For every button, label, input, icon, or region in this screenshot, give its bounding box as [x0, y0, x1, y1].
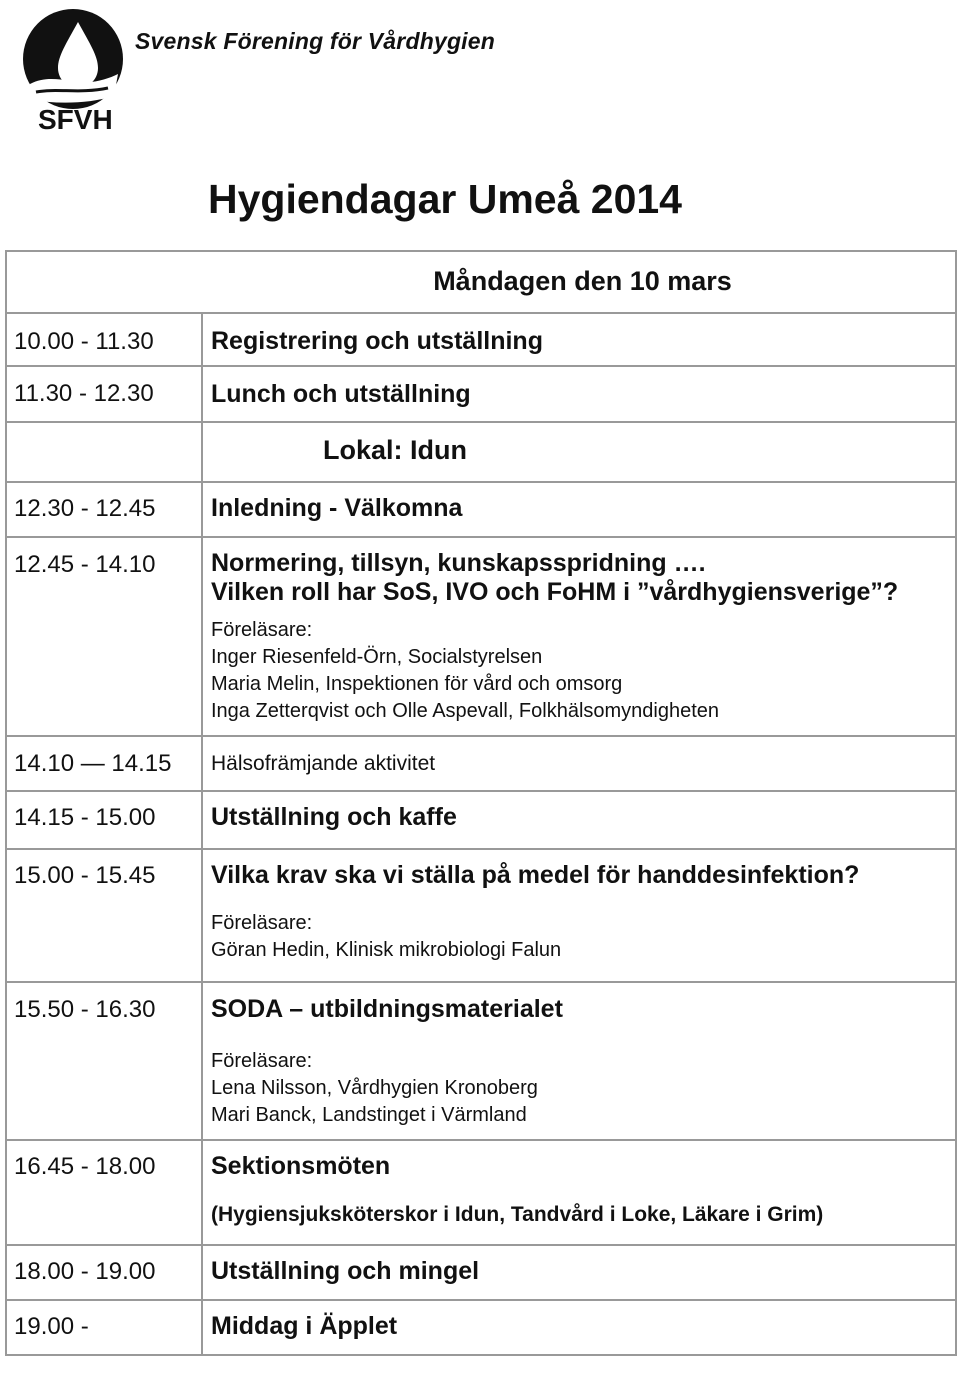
speaker: Inga Zetterqvist och Olle Aspevall, Folkhälsomyndigheten: [211, 700, 720, 722]
table-row: [6, 1140, 956, 1245]
speaker-heading: Föreläsare:: [211, 619, 313, 641]
table-row: [6, 537, 956, 736]
speaker: Inger Riesenfeld-Örn, Socialstyrelsen: [211, 646, 543, 668]
org-name: Svensk Förening för Vårdhygien: [135, 28, 496, 54]
row-time: 10.00 - 11.30: [14, 328, 154, 355]
row-label: Normering, tillsyn, kunskapsspridning ….: [211, 549, 706, 577]
table-row: [6, 313, 956, 366]
row-time: 15.50 - 16.30: [14, 996, 156, 1023]
table-row: [6, 849, 956, 982]
row-label: SODA – utbildningsmaterialet: [211, 995, 563, 1023]
row-time: 16.45 - 18.00: [14, 1153, 156, 1180]
table-row: [6, 1300, 956, 1355]
drop-in-hands-logo-icon: [23, 9, 123, 109]
org-abbr: SFVH: [38, 104, 113, 135]
row-time: 19.00 -: [14, 1313, 89, 1340]
table-row: [6, 791, 956, 849]
row-time: 14.15 - 15.00: [14, 804, 156, 831]
row-label: Vilka krav ska vi ställa på medel för handdesinfektion?: [211, 861, 860, 889]
row-label: Lunch och utställning: [211, 380, 471, 408]
row-time: 14.10 — 14.15: [14, 750, 172, 777]
row-label: Utställning och mingel: [211, 1257, 480, 1285]
row-time: 12.45 - 14.10: [14, 551, 156, 578]
speaker: Maria Melin, Inspektionen för vård och omsorg: [211, 673, 623, 695]
table-row: [6, 1245, 956, 1300]
speaker-heading: Föreläsare:: [211, 912, 313, 934]
row-label: Utställning och kaffe: [211, 803, 457, 831]
row-label: Hälsofrämjande aktivitet: [211, 752, 436, 775]
row-time: 11.30 - 12.30: [14, 380, 154, 407]
speaker: Göran Hedin, Klinisk mikrobiologi Falun: [211, 939, 562, 961]
row-time: 15.00 - 15.45: [14, 862, 156, 889]
row-time: 18.00 - 19.00: [14, 1258, 156, 1285]
section-heading: Lokal: Idun: [323, 435, 467, 465]
table-row: [6, 736, 956, 791]
row-label: Sektionsmöten: [211, 1152, 391, 1180]
table-row: [6, 482, 956, 537]
speaker-heading: Föreläsare:: [211, 1050, 313, 1072]
page-title: Hygiendagar Umeå 2014: [207, 176, 682, 222]
row-label: Middag i Äpplet: [211, 1312, 398, 1340]
day-row: [6, 251, 956, 313]
table-row: [6, 366, 956, 422]
day-heading: Måndagen den 10 mars: [433, 266, 732, 296]
row-label: Registrering och utställning: [211, 327, 543, 355]
row-note: (Hygiensjuksköterskor i Idun, Tandvård i Loke, Läkare i Grim): [211, 1203, 824, 1226]
speaker: Mari Banck, Landstinget i Värmland: [211, 1104, 527, 1126]
row-time: 12.30 - 12.45: [14, 495, 156, 522]
section-row: [6, 422, 956, 482]
row-label: Inledning - Välkomna: [211, 494, 463, 522]
table-row: [6, 982, 956, 1140]
schedule-table: [5, 250, 957, 1356]
row-label-2: Vilken roll har SoS, IVO och FoHM i ”vårdhygiensverige”?: [211, 578, 899, 606]
speaker: Lena Nilsson, Vårdhygien Kronoberg: [211, 1077, 538, 1099]
